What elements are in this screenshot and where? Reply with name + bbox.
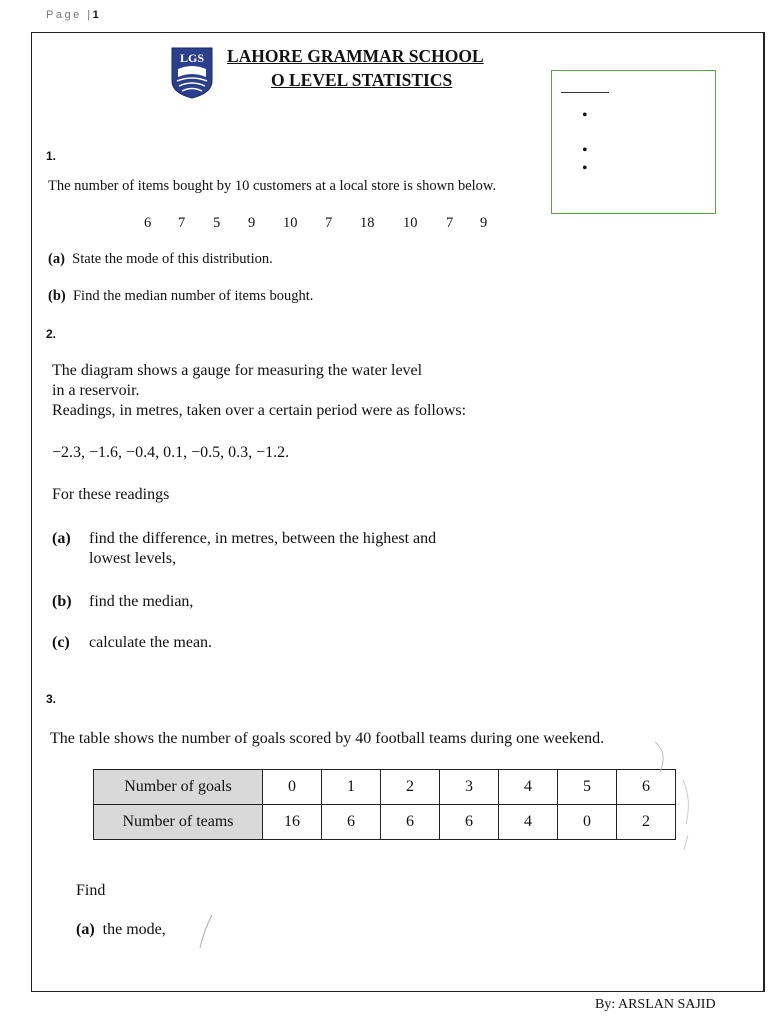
table-row-header: Number of goals xyxy=(94,770,263,805)
data-value: 6 xyxy=(144,215,152,231)
table-cell: 6 xyxy=(381,805,440,840)
table-cell: 1 xyxy=(322,770,381,805)
data-value: 9 xyxy=(480,215,488,231)
page-word: Page xyxy=(46,9,82,21)
question-3-find: Find xyxy=(76,882,106,899)
table-cell: 4 xyxy=(499,770,558,805)
subject-title: O LEVEL STATISTICS xyxy=(271,70,453,90)
part-label: (a) xyxy=(76,921,95,938)
part-line: find the difference, in metres, between the highest and xyxy=(89,530,437,547)
data-value: 10 xyxy=(403,215,418,231)
part-label: (b) xyxy=(52,593,72,610)
author-credit: By: ARSLAN SAJID xyxy=(595,997,716,1012)
page-number: 1 xyxy=(92,9,99,21)
question-2-lead: For these readings xyxy=(52,486,170,503)
part-label: (b) xyxy=(48,288,66,304)
table-cell: 5 xyxy=(558,770,617,805)
table-cell: 3 xyxy=(440,770,499,805)
logo-text: LGS xyxy=(179,51,205,65)
question-2-number: 2. xyxy=(46,327,57,341)
question-3-intro: The table shows the number of goals scored by 40 football teams during one weekend. xyxy=(50,730,605,747)
data-value: 10 xyxy=(283,215,298,231)
part-label: (a) xyxy=(52,530,71,547)
table-cell: 0 xyxy=(558,805,617,840)
table-cell: 6 xyxy=(322,805,381,840)
bullet-icon: • xyxy=(582,160,588,177)
part-label: (c) xyxy=(52,634,70,651)
part-text: State the mode of this distribution. xyxy=(72,251,273,267)
table-cell: 4 xyxy=(499,805,558,840)
table-cell: 0 xyxy=(263,770,322,805)
part-label: (a) xyxy=(48,251,65,267)
data-value: 7 xyxy=(178,215,186,231)
data-value: 7 xyxy=(446,215,454,231)
data-value: 5 xyxy=(213,215,221,231)
question-1-number: 1. xyxy=(46,149,57,163)
question-2-readings: −2.3, −1.6, −0.4, 0.1, −0.5, 0.3, −1.2. xyxy=(52,444,290,461)
bullet-icon: • xyxy=(582,107,588,124)
table-cell: 16 xyxy=(263,805,322,840)
part-text: find the median, xyxy=(89,593,194,610)
data-value: 18 xyxy=(360,215,375,231)
table-cell: 2 xyxy=(617,805,676,840)
part-line: lowest levels, xyxy=(89,550,177,567)
question-3-number: 3. xyxy=(46,692,57,706)
part-text: Find the median number of items bought. xyxy=(72,288,314,304)
page-number-label: Page |1 xyxy=(46,9,99,21)
intro-line: Readings, in metres, taken over a certain period were as follows: xyxy=(52,402,467,419)
table-cell: 6 xyxy=(440,805,499,840)
bullet-icon: • xyxy=(582,142,588,159)
table-row-header: Number of teams xyxy=(94,805,263,840)
school-title: LAHORE GRAMMAR SCHOOL xyxy=(227,46,484,66)
data-value: 7 xyxy=(325,215,333,231)
intro-line: The diagram shows a gauge for measuring the water level xyxy=(52,362,423,379)
part-text: calculate the mean. xyxy=(89,634,213,651)
question-1-intro: The number of items bought by 10 customers at a local store is shown below. xyxy=(48,178,497,194)
intro-line: in a reservoir. xyxy=(52,382,140,399)
data-value: 9 xyxy=(248,215,256,231)
table-cell: 6 xyxy=(617,770,676,805)
table-cell: 2 xyxy=(381,770,440,805)
part-text: the mode, xyxy=(102,921,166,938)
